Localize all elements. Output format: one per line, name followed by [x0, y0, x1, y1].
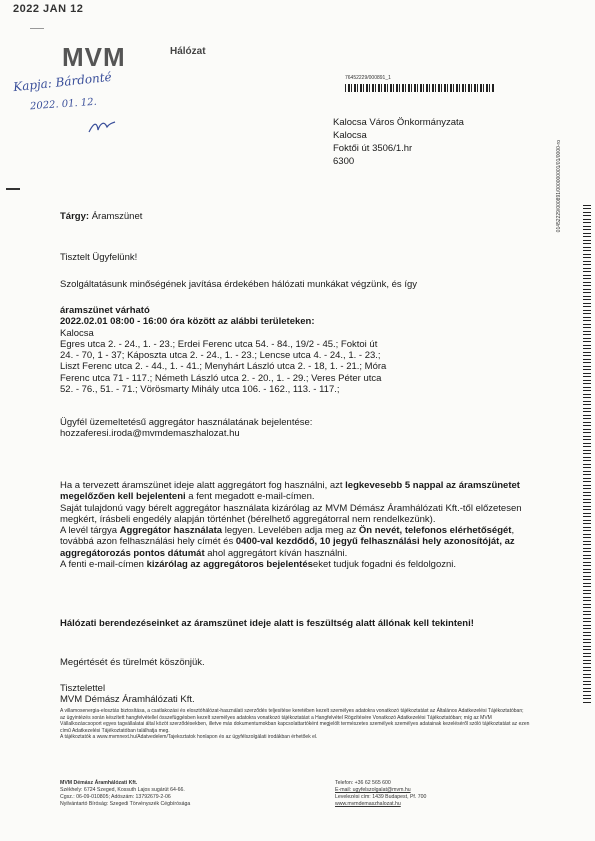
outage-street-line: Liszt Ferenc utca 2. - 44., 1. - 41.; Menyhárt László utca 2. - 18, 1. - 21.; Móra	[60, 361, 387, 373]
recipient-name: Kalocsa Város Önkormányzata	[333, 117, 464, 128]
outage-street-line: 52. - 76., 51. - 71.; Vörösmarty Mihály utca 106. - 162., 113. - 117.;	[60, 384, 340, 396]
paragraph-only-aggregator: A fenti e-mail-címen kizárólag az aggregátoros bejelentéseket tudjuk fogadni és feldolgozni.	[60, 559, 457, 571]
outage-heading: áramszünet várható	[60, 305, 150, 316]
signature-block	[60, 683, 530, 706]
handwritten-date: 2022. 01. 12.	[29, 96, 98, 113]
footer-contact-info: Telefon: +36 62 565 600 E-mail: ugyfelszolgalat@mvm.hu Levelezési cím: 1439 Budapest, Pf. 700 www.mvmdemaszhalozat.hu	[335, 780, 427, 807]
aggregator-email[interactable]: hozzaferesi.iroda@mvmdemaszhalozat.hu	[60, 428, 240, 440]
outage-street-line: Egres utca 2. - 24., 1. - 23.; Erdei Ferenc utca 54. - 84., 19/2 - 45.; Foktoi út	[60, 338, 378, 350]
footer-email[interactable]: E-mail: ugyfelszolgalat@mvm.hu	[335, 787, 411, 793]
closing: Tisztelettel	[60, 683, 106, 694]
side-barcode	[583, 205, 591, 705]
recipient-address	[333, 116, 464, 168]
logo-subtitle: Hálózat	[170, 46, 206, 57]
aggregator-label: Ügyfél üzemeltetésű aggregátor használatának bejelentése:	[60, 417, 313, 428]
outage-block	[60, 305, 530, 395]
mvm-logo: MVM	[62, 42, 126, 72]
scan-mark	[30, 28, 44, 29]
side-document-code: 01452229/000891/000000001/01/0000-ro	[556, 140, 562, 233]
intro-text: Szolgáltatásunk minőségének javítása érdekében hálózati munkákat végzünk, és így	[60, 279, 417, 290]
received-date-stamp: 2022 JAN 12	[13, 3, 84, 15]
aggregator-rules	[60, 480, 530, 570]
outage-street-line: Ferenc utca 71 - 117.; Németh László utca 2. - 20., 1. - 29.; Veres Péter utca	[60, 372, 382, 384]
recipient-street: Foktői út 3506/1.hr	[333, 143, 413, 154]
privacy-footnote: A villamosenergia-elosztás biztosítása, a csatlakozási és elosztóhálózat-használati szerződés teljesítése keretében kezelt személyes adatokra vonatkozó tájékoztatást az Általános Adatkezelési Tájékoztatóban; az ügyintézés során készített hangfelvétellel összefüggésben kezelt személyes adatokra vonatkozó tájékoztatást a Hangfelvétel Rögzítésére Vonatkozó Adatkezelési Tájékoztatóban; míg az MVM Vállalkozáscsoport egyes tagvállalatai által közöt szerződésekben, illetve más dokumentumokban kapcsolattartóként megjelölt természetes személyek személyes adatainak kezeléséről szóló tájékoztatást az ezen című Adatkezelési Tájékoztatóban találhatja meg. A tájékoztatók a www.mvmnext.hu/Adatvedelem/Tajekoztatok honlapon és az ügyfélszolgálati irodákban érhetőek el.	[60, 708, 530, 740]
aggregator-contact	[60, 417, 530, 440]
subject-text: Áramszünet	[91, 211, 143, 222]
paragraph-notice-deadline: Ha a tervezett áramszünet ideje alatt aggregátort fog használni, azt legkevesebb 5 nappal az áramszünetet megelőzően kell bejelenteni a fent megadott e-mail-címen.	[60, 480, 520, 503]
paragraph-permission: Saját tulajdonú vagy bérelt aggregátor használata kizárólag az MVM Démász Áramhálózati Kft.-től előzetesen megkért, írásbeli engedély alapján történhet (bérelhető aggregátorral nem rendelkezünk).	[60, 502, 522, 525]
sender-name: MVM Démász Áramhálózati Kft.	[60, 694, 195, 706]
barcode-number: 76452229/000891_1	[345, 75, 391, 81]
thanks-text: Megértését és türelmét köszönjük.	[60, 657, 205, 668]
barcode	[345, 84, 495, 92]
subject-line	[60, 211, 530, 222]
handwritten-signature	[88, 118, 116, 134]
fold-mark	[6, 188, 20, 190]
greeting: Tisztelt Ügyfelünk!	[60, 252, 138, 263]
recipient-city: Kalocsa	[333, 130, 367, 141]
footer-company-info: MVM Démász Áramhálózati Kft. Székhely: 6724 Szeged, Kossuth Lajos sugárút 64-66. Cgsz.: 06-09-010805; Adószám: 13792679-2-06 Nyilvántartó Bíróság: Szegedi Törvényszék Cégbírósága	[60, 780, 191, 807]
handwritten-note: Kapja: Bárdonté	[12, 69, 113, 95]
outage-street-line: 24. - 70, 1 - 37; Káposzta utca 2. - 24., 1. - 23.; Lencse utca 4. - 24., 1. - 23.;	[60, 350, 381, 362]
outage-city: Kalocsa	[60, 327, 94, 339]
paragraph-subject-details: A levél tárgya Aggregátor használata legyen. Levelében adja meg az Ön nevét, telefonos elérhetőségét, továbbá azon felhasználási hely címét és 0400-val kezdődő, 10 jegyű felhasználási hely azonosítóját, az aggregátorozás pontos dátumát ahol aggregátort kíván használni.	[60, 525, 515, 559]
safety-warning: Hálózati berendezéseinket az áramszünet ideje alatt is feszültség alatt állónak kell tekinteni!	[60, 618, 474, 629]
subject-label: Tárgy:	[60, 211, 90, 222]
recipient-zip: 6300	[333, 156, 355, 167]
outage-time: 2022.02.01 08:00 - 16:00 óra között az alábbi területeken:	[60, 316, 315, 328]
footer-website[interactable]: www.mvmdemaszhalozat.hu	[335, 801, 401, 807]
